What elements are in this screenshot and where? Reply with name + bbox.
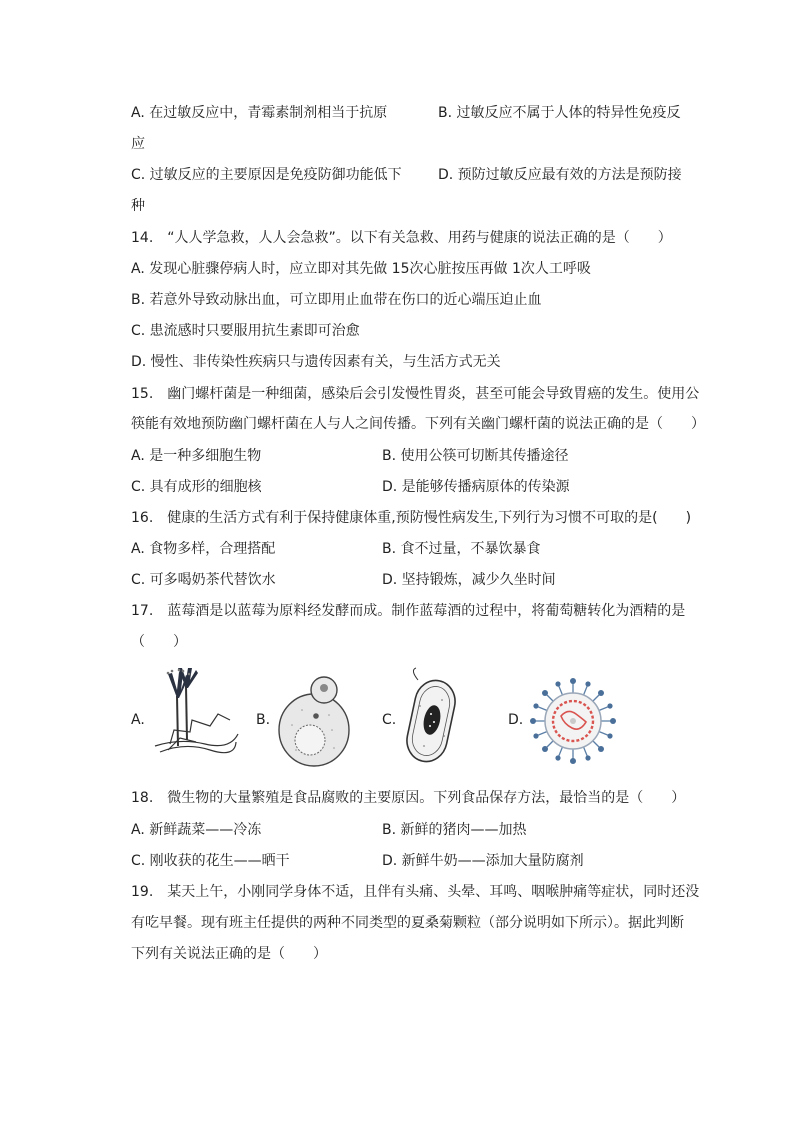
mold-illustration: [150, 668, 242, 758]
q13-option-c: C. 过敏反应的主要原因是免疫防御功能低下: [131, 167, 402, 183]
q14-option-d: D. 慢性、非传染性疾病只与遗传因素有关，与生活方式无关: [131, 354, 501, 370]
q13-option-d: D. 预防过敏反应最有效的方法是预防接: [438, 167, 682, 183]
q18-option-d: D. 新鲜牛奶——添加大量防腐剂: [382, 853, 584, 869]
q15-option-d: D. 是能够传播病原体的传染源: [382, 479, 570, 495]
q17-option-c-label: C.: [382, 712, 397, 728]
q18-option-b: B. 新鲜的猪肉——加热: [382, 822, 527, 838]
q15-option-b: B. 使用公筷可切断其传播途径: [382, 448, 569, 464]
q14-stem: 14. “人人学急救，人人会急救”。以下有关急救、用药与健康的说法正确的是（ ）: [131, 230, 672, 246]
q13-option-d-wrap: 种: [131, 198, 145, 214]
q14-option-b: B. 若意外导致动脉出血，可立即用止血带在伤口的近心端压迫止血: [131, 292, 542, 308]
q13-option-b-wrap: 应: [131, 136, 145, 152]
q17-option-d-label: D.: [508, 712, 524, 728]
q19-stem-line1: 19. 某天上午，小刚同学身体不适，且伴有头痛、头晕、耳鸣、咽喉肿痛等症状，同时还没: [131, 884, 700, 900]
q15-stem-line1: 15. 幽门螺杆菌是一种细菌，感染后会引发慢性胃炎，甚至可能会导致胃癌的发生。使用公: [131, 386, 700, 402]
q13-option-b: B. 过敏反应不属于人体的特异性免疫反: [438, 105, 681, 121]
q16-option-a: A. 食物多样，合理搭配: [131, 541, 276, 557]
q14-option-c: C. 患流感时只要服用抗生素即可治愈: [131, 323, 360, 339]
q17-option-a-label: A.: [131, 712, 145, 728]
q19-stem-line2: 有吃早餐。现有班主任提供的两种不同类型的夏桑菊颗粒（部分说明如下所示）。据此判断: [131, 915, 684, 931]
q18-option-a: A. 新鲜蔬菜——冷冻: [131, 822, 262, 838]
q15-stem-line2: 筷能有效地预防幽门螺杆菌在人与人之间传播。下列有关幽门螺杆菌的说法正确的是（ ）: [131, 416, 705, 432]
q16-option-c: C. 可多喝奶茶代替饮水: [131, 572, 276, 588]
yeast-cell-illustration: [274, 670, 358, 768]
q15-option-a: A. 是一种多细胞生物: [131, 448, 262, 464]
q15-option-c: C. 具有成形的细胞核: [131, 479, 262, 495]
q17-option-b-label: B.: [256, 712, 271, 728]
q14-option-a: A. 发现心脏骤停病人时，应立即对其先做 15次心脏按压再做 1次人工呼吸: [131, 261, 591, 277]
q17-stem-line2: （ ）: [131, 634, 187, 650]
virus-illustration: [528, 678, 618, 764]
q16-option-b: B. 食不过量，不暴饮暴食: [382, 541, 541, 557]
bacterium-illustration: [398, 666, 464, 770]
q13-option-a: A. 在过敏反应中，青霉素制剂相当于抗原: [131, 105, 388, 121]
q16-option-d: D. 坚持锻炼，减少久坐时间: [382, 572, 556, 588]
q18-stem: 18. 微生物的大量繁殖是食品腐败的主要原因。下列食品保存方法，最恰当的是（ ）: [131, 790, 686, 806]
q16-stem: 16. 健康的生活方式有利于保持健康体重,预防慢性病发生,下列行为习惯不可取的是( ): [131, 510, 692, 526]
q17-stem-line1: 17. 蓝莓酒是以蓝莓为原料经发酵而成。制作蓝莓酒的过程中，将葡萄糖转化为酒精的是: [131, 603, 686, 619]
q18-option-c: C. 刚收获的花生——晒干: [131, 853, 290, 869]
q19-stem-line3: 下列有关说法正确的是（ ）: [131, 946, 327, 962]
